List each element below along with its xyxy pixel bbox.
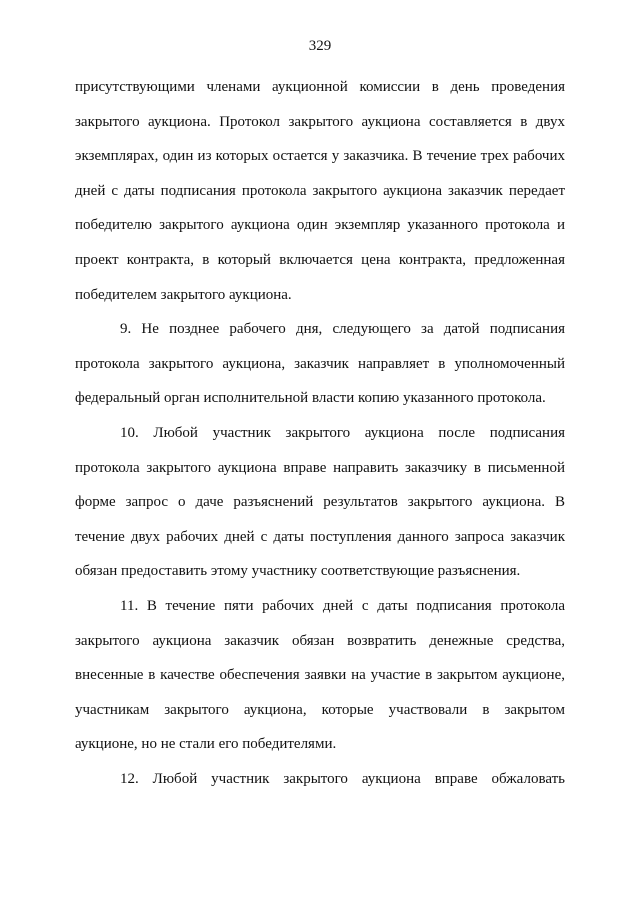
text-line: экземплярах, один из которых остается у заказчика. В течение трех рабочих (75, 148, 565, 165)
text-line: победителем закрытого аукциона. (75, 286, 292, 303)
text-line: форме запрос о даче разъяснений результатов закрытого аукциона. В (75, 494, 565, 511)
text-line: аукционе, но не стали его победителями. (75, 736, 337, 753)
text-line: закрытого аукциона заказчик обязан возвратить денежные средства, (75, 632, 565, 649)
text-line: дней с даты подписания протокола закрытого аукциона заказчик передает (75, 182, 565, 199)
text-line: внесенные в качестве обеспечения заявки на участие в закрытом аукционе, (75, 667, 565, 684)
text-line: победителю закрытого аукциона один экземпляр указанного протокола и (75, 217, 565, 234)
text-line: течение двух рабочих дней с даты поступления данного запроса заказчик (75, 528, 565, 545)
text-line: закрытого аукциона. Протокол закрытого аукциона составляется в двух (75, 113, 565, 130)
text-line: проект контракта, в который включается цена контракта, предложенная (75, 251, 565, 268)
text-line: протокола закрытого аукциона, заказчик направляет в уполномоченный (75, 355, 565, 372)
text-line: 10. Любой участник закрытого аукциона после подписания (120, 424, 565, 441)
text-line: протокола закрытого аукциона вправе направить заказчику в письменной (75, 459, 565, 476)
document-body (75, 70, 565, 796)
text-line: участникам закрытого аукциона, которые участвовали в закрытом (75, 701, 565, 718)
page-number: 329 (308, 38, 332, 54)
text-line: присутствующими членами аукционной комиссии в день проведения (75, 79, 565, 95)
text-line: федеральный орган исполнительной власти копию указанного протокола. (75, 390, 546, 407)
text-line: 12. Любой участник закрытого аукциона вправе обжаловать (120, 770, 565, 787)
text-line: обязан предоставить этому участнику соответствующие разъяснения. (75, 563, 521, 580)
text-line: 11. В течение пяти рабочих дней с даты подписания протокола (120, 597, 565, 614)
text-line: 9. Не позднее рабочего дня, следующего за датой подписания (120, 321, 565, 338)
